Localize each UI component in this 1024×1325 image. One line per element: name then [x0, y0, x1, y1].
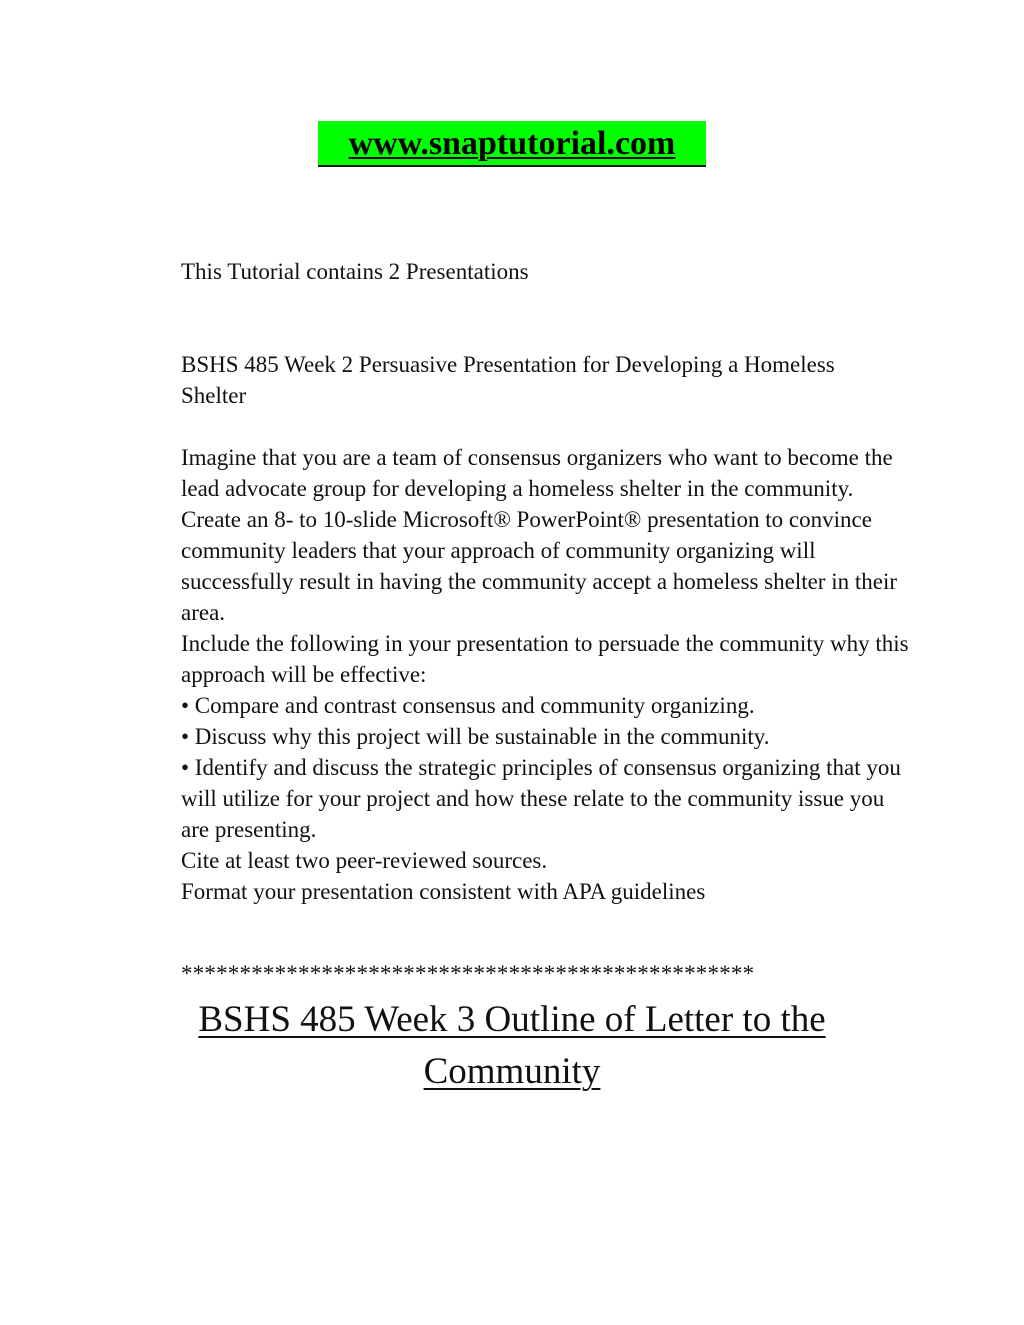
bullet-item: • Compare and contrast consensus and community organizing. — [181, 693, 755, 718]
bullet-item: • Identify and discuss the strategic principles of consensus organizing that you will utilize for your project and how these relate to the community issue you are presenting. — [181, 755, 901, 842]
intro-text: This Tutorial contains 2 Presentations — [181, 259, 529, 284]
description-paragraph: Imagine that you are a team of consensus organizers who want to become the lead advocate group for developing a homeless shelter in the community. — [181, 445, 893, 501]
description-paragraph: Include the following in your presentation to persuade the community why this approach will be effective: — [181, 631, 909, 687]
description-paragraph: Create an 8- to 10-slide Microsoft® PowerPoint® presentation to convince community leaders that your approach of community organizing will successfully result in having the community accept a homeless shelter in their area. — [181, 507, 897, 625]
description-paragraph: Cite at least two peer-reviewed sources. — [181, 848, 548, 873]
separator-stars: ************************************************* — [181, 961, 755, 986]
presentation-2-heading: BSHS 485 Week 3 Outline of Letter to the Community — [198, 999, 826, 1092]
description-paragraph: Format your presentation consistent with APA guidelines — [181, 879, 706, 904]
presentation-1-title: BSHS 485 Week 2 Persuasive Presentation for Developing a Homeless Shelter — [181, 352, 835, 408]
presentation-1-description — [181, 442, 911, 907]
bullet-item: • Discuss why this project will be sustainable in the community. — [181, 724, 770, 749]
site-url-link[interactable]: www.snaptutorial.com — [318, 121, 706, 167]
